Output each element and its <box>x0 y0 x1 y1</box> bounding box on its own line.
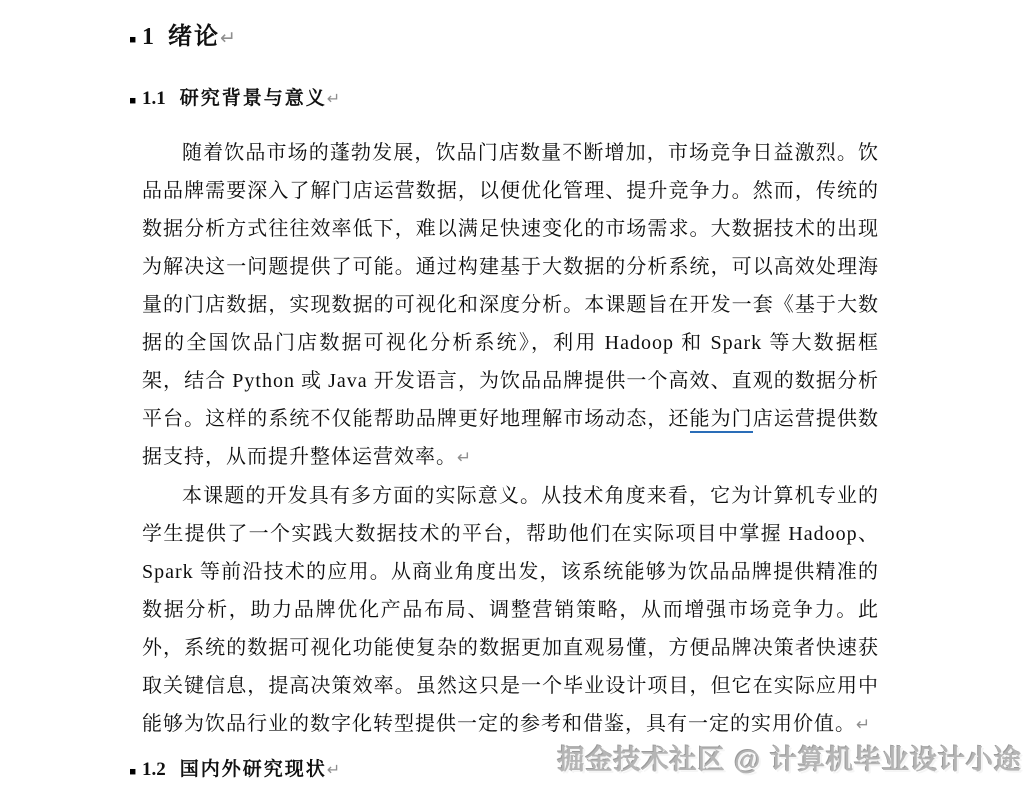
heading-section-1-1-number: 1.1 <box>142 88 166 109</box>
heading-section-1-1 <box>129 85 879 113</box>
grammar-underlined-text: 能为门 <box>690 408 753 433</box>
paragraph-mark-icon: ↵ <box>326 760 341 779</box>
paragraph-mark-icon: ↵ <box>856 715 871 735</box>
paragraph-text: 店运营提供数据支持，从而提升整体运营效率。 <box>142 408 880 468</box>
paragraph-mark-icon: ↵ <box>326 89 341 108</box>
heading-style-marker-icon: ▪ <box>129 31 137 45</box>
paragraph-research-background <box>142 134 879 477</box>
heading-style-marker-icon: ▪ <box>129 93 137 107</box>
paragraph-mark-icon: ↵ <box>457 448 472 468</box>
heading-chapter-1 <box>129 20 879 55</box>
heading-section-1-2-title: 国内外研究现状 <box>179 759 327 780</box>
heading-style-marker-icon: ▪ <box>129 764 137 778</box>
paragraph-research-significance <box>142 477 879 744</box>
watermark-text: 掘金技术社区 @ 计算机毕业设计小途 <box>557 745 1022 775</box>
paragraph-mark-icon: ↵ <box>220 27 236 49</box>
paragraph-text: 本课题的开发具有多方面的实际意义。从技术角度来看，它为计算机专业的学生提供了一个实践大数据技术的平台，帮助他们在实际项目中掌握 Hadoop、Spark 等前沿技术的应用。从商业角度出发，该系统能够为饮品品牌提供精准的数据分析，助力品牌优化产品布局、调整营销策略，从而增强市场竞争力。此外，系统的数据可视化功能使复杂的数据更加直观易懂，方便品牌决策者快速获取关键信息，提高决策效率。虽然这只是一个毕业设计项目，但它在实际应用中能够为饮品行业的数字化转型提供一定的参考和借鉴，具有一定的实用价值。 <box>142 485 879 735</box>
heading-chapter-number: 1 <box>142 24 154 50</box>
heading-section-1-1-title: 研究背景与意义 <box>179 88 327 109</box>
paragraph-text: 随着饮品市场的蓬勃发展，饮品门店数量不断增加，市场竞争日益激烈。饮品品牌需要深入了解门店运营数据，以便优化管理、提升竞争力。然而，传统的数据分析方式往往效率低下，难以满足快速变化的市场需求。大数据技术的出现为解决这一问题提供了可能。通过构建基于大数据的分析系统，可以高效处理海量的门店数据，实现数据的可视化和深度分析。本课题旨在开发一套《基于大数据的全国饮品门店数据可视化分析系统》，利用 Hadoop 和 Spark 等大数据框架，结合 Python 或 Java 开发语言，为饮品品牌提供一个高效、直观的数据分析平台。这样的系统不仅能帮助品牌更好地理解市场动态，还 <box>142 142 879 430</box>
heading-chapter-title: 绪论 <box>168 23 220 50</box>
document-content <box>129 14 880 784</box>
heading-section-1-2-number: 1.2 <box>142 759 166 780</box>
